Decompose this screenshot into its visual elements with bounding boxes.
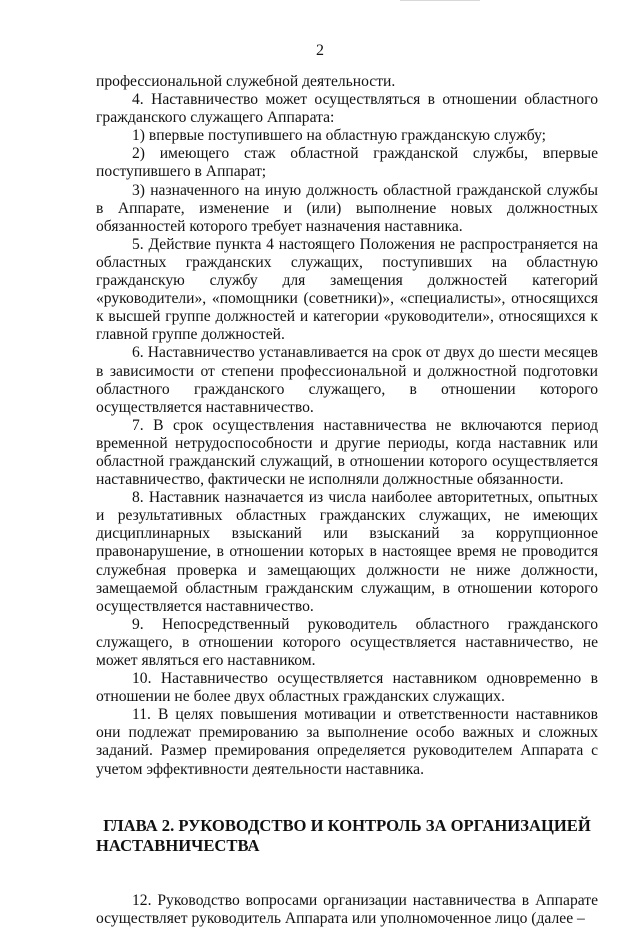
paragraph-11: 11. В целях повышения мотивации и ответственности наставников они подлежат премированию за выполнение особо важных и сложных заданий. Размер премирования определяется руководителем Аппарата с учетом эффективности деятельности наставника. <box>96 706 598 778</box>
document-body <box>96 73 598 928</box>
page-number: 2 <box>316 42 324 59</box>
list-item-1: 1) впервые поступившего на областную гражданскую службу; <box>132 127 546 145</box>
paragraph-10: 10. Наставничество осуществляется наставником одновременно в отношении не более двух областных гражданских служащих. <box>96 670 598 706</box>
paragraph-5: 5. Действие пункта 4 настоящего Положения не распространяется на областных гражданских служащих, поступивших на областную гражданскую службу для замещения должностей категорий «руководители», «помощники (советники)», «специалисты», относящихся к высшей группе должностей и категории «руководители», относящихся к главной группе должностей. <box>96 235 598 344</box>
list-item-3: 3) назначенного на иную должность областной гражданской службы в Аппарате, изменение и (или) выполнение новых должностных обязанностей которого требует назначения наставника. <box>96 181 598 235</box>
paragraph-continuation: профессиональной служебной деятельности. <box>96 73 396 90</box>
scan-artifact <box>400 0 480 4</box>
paragraph-8: 8. Наставник назначается из числа наиболее авторитетных, опытных и результативных областных гражданских служащих, не имеющих дисциплинарных взысканий или взысканий за коррупционное правонарушение, в отношении которых в настоящее время не проводится служебная проверка и замещающих должности не ниже должности, замещаемой областным гражданским служащим, в отношении которого осуществляется наставничество. <box>96 489 598 615</box>
paragraph-9: 9. Непосредственный руководитель областного гражданского служащего, в отношении которого осуществляется наставничество, не может являться его наставником. <box>96 615 598 669</box>
paragraph-12: 12. Руководство вопросами организации наставничества в Аппарате осуществляет руководитель Аппарата или уполномоченное лицо (далее – <box>96 891 598 927</box>
chapter-title: ГЛАВА 2. РУКОВОДСТВО И КОНТРОЛЬ ЗА ОРГАНИЗАЦИЕЙ НАСТАВНИЧЕСТВА <box>96 815 591 855</box>
list-item-2: 2) имеющего стаж областной гражданской службы, впервые поступившего в Аппарат; <box>96 145 598 181</box>
paragraph-4: 4. Наставничество может осуществляться в отношении областного гражданского служащего Аппарата: <box>96 91 598 127</box>
paragraph-7: 7. В срок осуществления наставничества не включаются период временной нетрудоспособности и другие периоды, когда наставник или областной гражданский служащий, в отношении которого осуществляется наставничество, фактически не исполняли должностные обязанности. <box>96 416 598 489</box>
paragraph-6: 6. Наставничество устанавливается на срок от двух до шести месяцев в зависимости от степени профессиональной и должностной подготовки областного гражданского служащего, в отношении которого осуществляется наставничество. <box>96 344 598 416</box>
